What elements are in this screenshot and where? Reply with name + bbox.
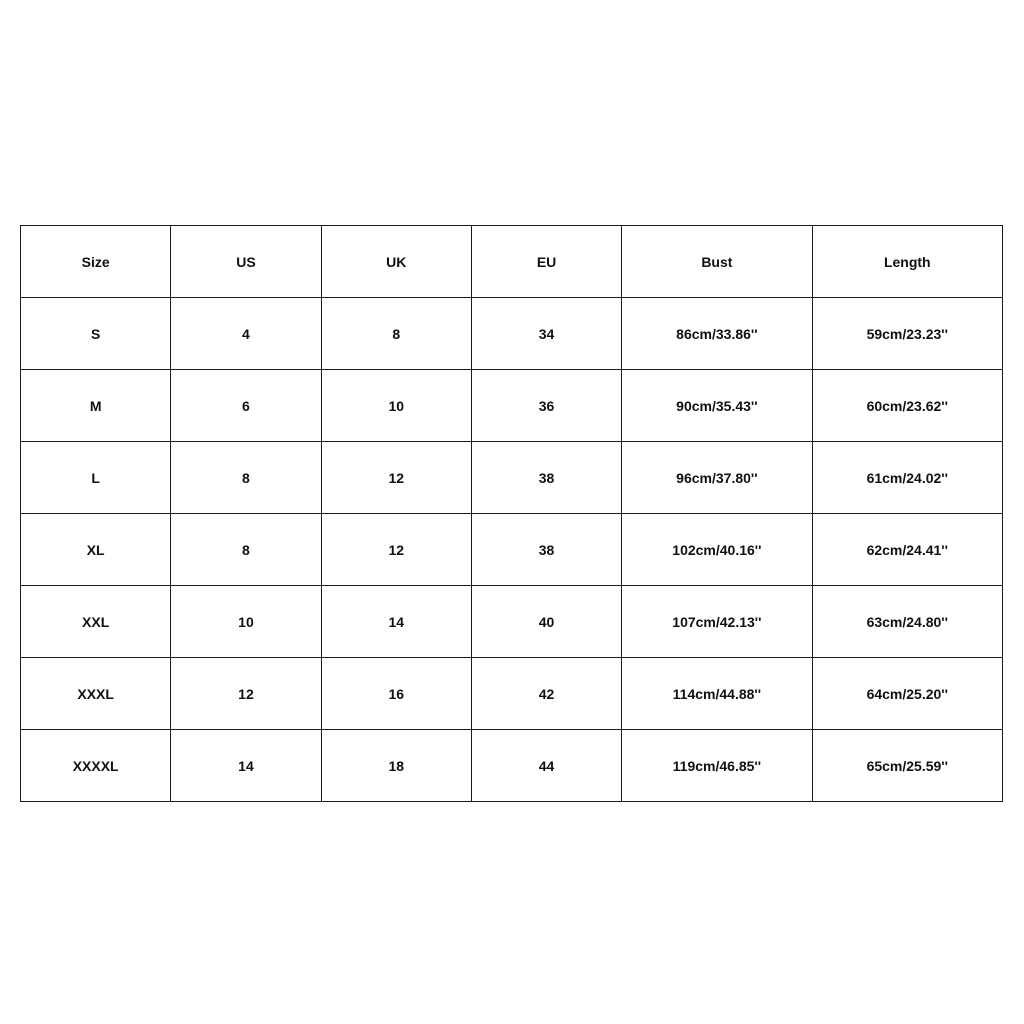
cell-bust: 114cm/44.88'' [622,658,812,730]
cell-bust: 90cm/35.43'' [622,370,812,442]
cell-size: M [21,370,171,442]
cell-bust: 86cm/33.86'' [622,298,812,370]
cell-eu: 44 [471,730,621,802]
cell-us: 4 [171,298,321,370]
cell-size: L [21,442,171,514]
header-bust: Bust [622,226,812,298]
cell-eu: 36 [471,370,621,442]
header-length: Length [812,226,1002,298]
cell-us: 14 [171,730,321,802]
cell-eu: 42 [471,658,621,730]
table-row [21,586,1003,658]
cell-eu: 38 [471,442,621,514]
cell-uk: 10 [321,370,471,442]
cell-size: XXXL [21,658,171,730]
table-row [21,442,1003,514]
cell-length: 60cm/23.62'' [812,370,1002,442]
table-header-row [21,226,1003,298]
cell-uk: 16 [321,658,471,730]
cell-bust: 107cm/42.13'' [622,586,812,658]
table-row [21,514,1003,586]
cell-size: XXXXL [21,730,171,802]
cell-us: 8 [171,514,321,586]
header-uk: UK [321,226,471,298]
cell-size: XXL [21,586,171,658]
cell-size: S [21,298,171,370]
cell-length: 63cm/24.80'' [812,586,1002,658]
header-size: Size [21,226,171,298]
cell-uk: 8 [321,298,471,370]
cell-length: 59cm/23.23'' [812,298,1002,370]
table-row [21,730,1003,802]
cell-length: 61cm/24.02'' [812,442,1002,514]
cell-us: 6 [171,370,321,442]
cell-length: 65cm/25.59'' [812,730,1002,802]
cell-uk: 14 [321,586,471,658]
header-us: US [171,226,321,298]
cell-uk: 12 [321,514,471,586]
cell-length: 64cm/25.20'' [812,658,1002,730]
cell-eu: 38 [471,514,621,586]
cell-us: 10 [171,586,321,658]
cell-size: XL [21,514,171,586]
cell-us: 12 [171,658,321,730]
cell-bust: 96cm/37.80'' [622,442,812,514]
table-row [21,298,1003,370]
cell-eu: 40 [471,586,621,658]
table-row [21,658,1003,730]
cell-length: 62cm/24.41'' [812,514,1002,586]
cell-bust: 102cm/40.16'' [622,514,812,586]
cell-uk: 12 [321,442,471,514]
cell-eu: 34 [471,298,621,370]
table-row [21,370,1003,442]
cell-us: 8 [171,442,321,514]
size-chart-table [20,225,1003,802]
cell-bust: 119cm/46.85'' [622,730,812,802]
header-eu: EU [471,226,621,298]
cell-uk: 18 [321,730,471,802]
